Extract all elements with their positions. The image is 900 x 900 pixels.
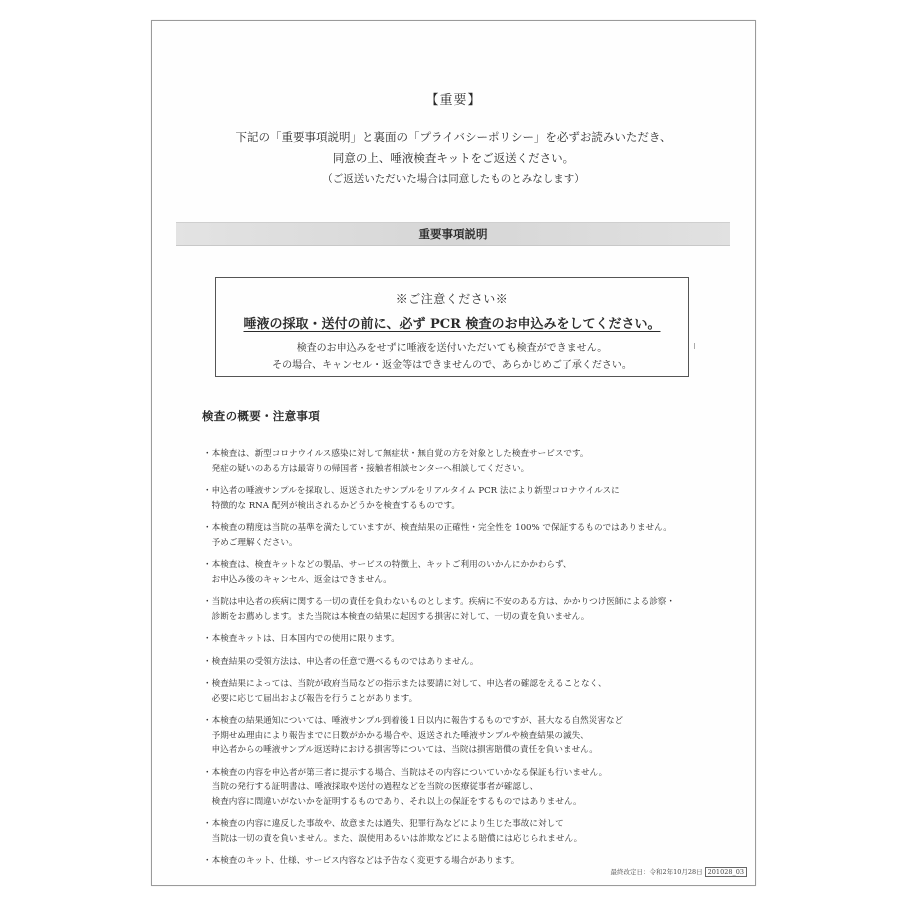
list-item	[203, 595, 748, 624]
revision-code: 201028_03	[705, 867, 747, 877]
list-item-text: ・本検査の内容を申込者が第三者に提示する場合、当院はその内容についていかなる保証も行いません。 当院の発行する証明書は、唾液採取や送付の過程などを当院の医療従事者が確認し、 検査内容に間違いがないかを証明するものであり、それ以上の保証をするものではありません。	[203, 767, 608, 807]
intro-line-2: 同意の上、唾液検査キットをご返送ください。	[332, 151, 575, 165]
list-item	[203, 447, 748, 476]
document-page	[151, 20, 756, 886]
notice-body-line-2: その場合、キャンセル・返金等はできませんので、あらかじめご了承ください。	[272, 360, 632, 371]
scan-mark	[694, 343, 695, 349]
list-item-text: ・検査結果によっては、当院が政府当局などの指示または要請に対して、申込者の確認をえることなく、 必要に応じて届出および報告を行うことがあります。	[203, 679, 607, 704]
list-item-text: ・検査結果の受領方法は、申込者の任意で選べるものではありません。	[203, 656, 479, 667]
list-item-text: ・申込者の唾液サンプルを採取し、返送されたサンプルをリアルタイム PCR 法により新型コロナウイルスに 特徴的な RNA 配列が検出されるかどうかを検査するものです。	[203, 486, 620, 511]
list-item-text: ・本検査の結果通知については、唾液サンプル到着後１日以内に報告するものですが、甚大なる自然災害など 予期せぬ理由により報告までに日数がかかる場合や、返送された唾液サンプルや検査結果の滅失、 申込者からの唾液サンプル返送時における損害等については、当院は損害賠償の責任を負いません。	[203, 716, 624, 755]
intro-line-1: 下記の「重要事項説明」と裏面の「プライバシーポリシー」を必ずお読みいただき、	[235, 130, 672, 144]
notice-body-line-1: 検査のお申込みをせずに唾液を送付いただいても検査ができません。	[296, 343, 608, 354]
notice-warning: 唾液の採取・送付の前に、必ず PCR 検査のお申込みをしてください。	[243, 317, 661, 332]
section-band-title: 重要事項説明	[176, 222, 730, 246]
list-item	[203, 655, 748, 670]
list-item	[203, 766, 748, 810]
list-item-text: ・本検査のキット、仕様、サービス内容などは予告なく変更する場合があります。	[203, 856, 520, 866]
section-title: 検査の概要・注意事項	[202, 409, 320, 423]
list-item-text: ・本検査の精度は当院の基準を満たしていますが、検査結果の正確性・完全性を 100% で保証するものではありません。 予めご理解ください。	[203, 523, 672, 548]
list-item	[203, 714, 748, 758]
notice-body	[216, 340, 688, 374]
notice-title: ※ご注意ください※	[395, 292, 509, 306]
list-item	[203, 521, 748, 550]
list-item	[203, 484, 748, 513]
list-item-text: ・本検査は、検査キットなどの製品、サービスの特徴上、キットご利用のいかんにかかわらず、 お申込み後のキャンセル、返金はできません。	[203, 560, 572, 585]
list-item	[203, 677, 748, 706]
list-item	[203, 817, 748, 846]
notice-box	[215, 277, 689, 377]
list-item	[203, 558, 748, 587]
list-item-text: ・本検査キットは、日本国内での使用に限ります。	[203, 634, 400, 644]
list-item	[203, 632, 748, 647]
intro-text	[152, 127, 755, 189]
intro-line-3: （ご返送いただいた場合は同意したものとみなします）	[322, 173, 585, 185]
revision-date: 最終改定日：令和2年10月28日	[610, 868, 703, 876]
revision-footer	[610, 867, 747, 877]
list-item-text: ・本検査の内容に違反した事故や、故意または過失、犯罪行為などにより生じた事故に対して 当院は一切の責を負いません。また、誤使用あるいは詐欺などによる賠償には応じられません。	[203, 819, 583, 844]
list-item-text: ・当院は申込者の疾病に関する一切の責任を負わないものとします。疾病に不安のある方は、かかりつけ医師による診察・ 診断をお薦めします。また当院は本検査の結果に起因する損害に対して、一切の責を負いません。	[203, 597, 675, 622]
page-heading: 【重要】	[425, 93, 482, 108]
list-item-text: ・本検査は、新型コロナウイルス感染に対して無症状・無自覚の方を対象とした検査サービスです。 発症の疑いのある方は最寄りの帰国者・接触者相談センターへ相談してください。	[203, 449, 589, 474]
notes-list	[203, 447, 748, 877]
